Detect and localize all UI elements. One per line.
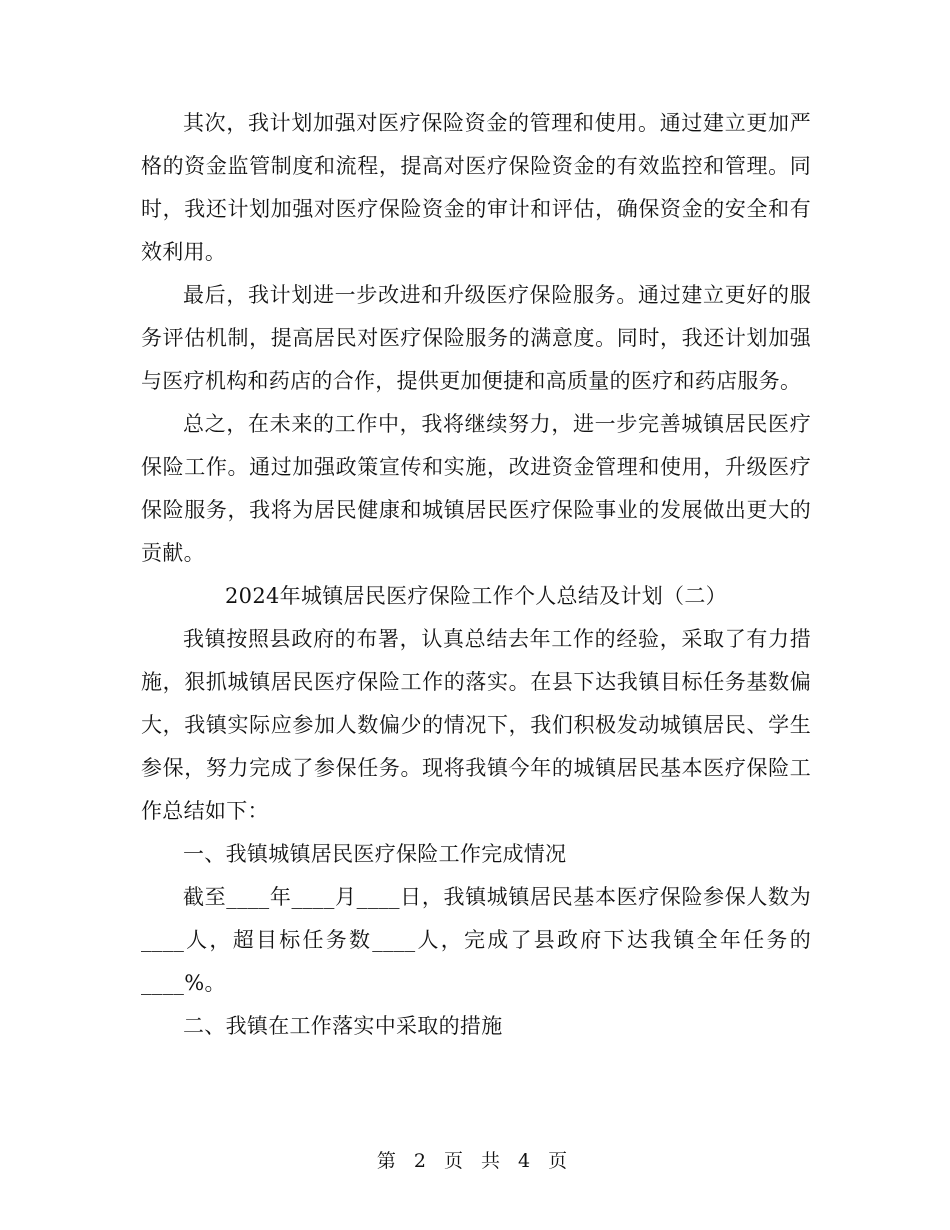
heading-measures: 二、我镇在工作落实中采取的措施 — [183, 1014, 503, 1038]
document-body — [141, 102, 811, 1048]
section-title: 2024年城镇居民医疗保险工作个人总结及计划（二） — [225, 584, 727, 608]
paragraph-conclusion: 总之，在未来的工作中，我将继续努力，进一步完善城镇居民医疗保险工作。通过加强政策宣传和实施，改进资金管理和使用，升级医疗保险服务，我将为居民健康和城镇居民医疗保险事业的发展做出更大的贡献。 — [141, 412, 811, 565]
page-footer: 第 2 页 共 4 页 — [376, 1150, 574, 1172]
paragraph-completion-stats: 截至____年____月____日，我镇城镇居民基本医疗保险参保人数为____人，超目标任务数____人，完成了县政府下达我镇全年任务的____%。 — [141, 885, 811, 995]
paragraph-intro: 我镇按照县政府的布署，认真总结去年工作的经验，采取了有力措施，狠抓城镇居民医疗保险工作的落实。在县下达我镇目标任务基数偏大，我镇实际应参加人数偏少的情况下，我们积极发动城镇居民、学生参保，努力完成了参保任务。现将我镇今年的城镇居民基本医疗保险工作总结如下： — [141, 627, 811, 823]
paragraph-funds-management: 其次，我计划加强对医疗保险资金的管理和使用。通过建立更加严格的资金监管制度和流程，提高对医疗保险资金的有效监控和管理。同时，我还计划加强对医疗保险资金的审计和评估，确保资金的安全和有效利用。 — [141, 111, 811, 264]
heading-completion-status: 一、我镇城镇居民医疗保险工作完成情况 — [183, 842, 567, 866]
paragraph-service-upgrade: 最后，我计划进一步改进和升级医疗保险服务。通过建立更好的服务评估机制，提高居民对医疗保险服务的满意度。同时，我还计划加强与医疗机构和药店的合作，提供更加便捷和高质量的医疗和药店服务。 — [141, 283, 811, 393]
